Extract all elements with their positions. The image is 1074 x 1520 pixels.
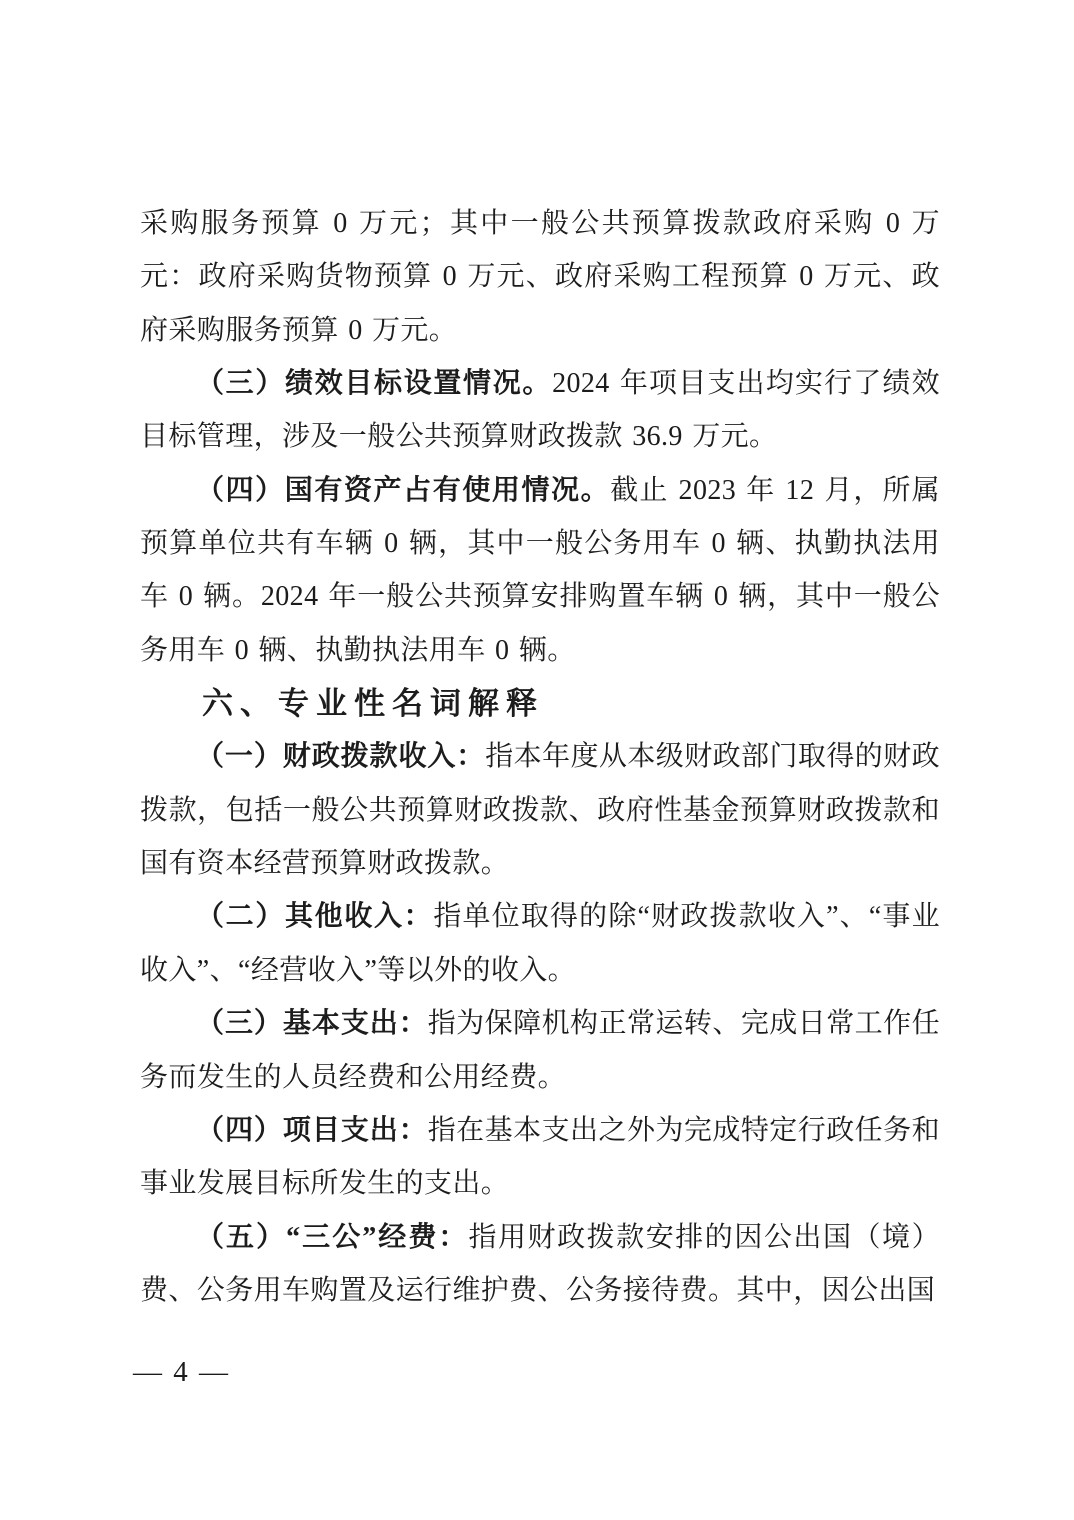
paragraph <box>140 890 940 997</box>
section-heading <box>140 677 940 730</box>
paragraph-lead: （四）项目支出： <box>196 1114 428 1146</box>
paragraph <box>140 197 940 357</box>
paragraph-text: 指单位取得的除“财政拨款收入”、“事业收入”、“经营收入”等以外的收入。 <box>140 901 940 986</box>
paragraph <box>140 464 940 677</box>
paragraph-text: 2024 年项目支出均实行了绩效目标管理，涉及一般公共预算财政拨款 36.9 万元。 <box>140 368 940 453</box>
paragraph <box>140 1211 940 1318</box>
paragraph-lead: （三）绩效目标设置情况。 <box>196 368 553 400</box>
document-body <box>140 197 940 1317</box>
paragraph-text: 截止 2023 年 12 月，所属预算单位共有车辆 0 辆，其中一般公务用车 0 辆、执勤执法用车 0 辆。2024 年一般公共预算安排购置车辆 0 辆，其中一般公务用车 0 辆、执勤执法用车 0 辆。 <box>140 474 940 666</box>
paragraph-lead: （三）基本支出： <box>196 1008 428 1040</box>
paragraph-text: 指用财政拨款安排的因公出国（境）费、公务用车购置及运行维护费、公务接待费。其中，因公出国 <box>140 1221 940 1306</box>
paragraph-text: 指为保障机构正常运转、完成日常工作任务而发生的人员经费和公用经费。 <box>140 1008 941 1093</box>
paragraph <box>140 1104 940 1211</box>
paragraph <box>140 357 940 464</box>
paragraph-lead: （一）财政拨款收入： <box>196 741 486 773</box>
section-heading-text: 六、专业性名词解释 <box>202 686 544 722</box>
paragraph-text: 指本年度从本级财政部门取得的财政拨款，包括一般公共预算财政拨款、政府性基金预算财政拨款和国有资本经营预算财政拨款。 <box>140 741 940 880</box>
paragraph-lead: （二）其他收入： <box>196 901 434 933</box>
paragraph <box>140 997 940 1104</box>
page-number: — 4 — <box>133 1356 230 1388</box>
paragraph <box>140 730 940 890</box>
paragraph-lead: （五）“三公”经费： <box>196 1221 469 1253</box>
paragraph-text: 采购服务预算 0 万元；其中一般公共预算拨款政府采购 0 万元：政府采购货物预算 0 万元、政府采购工程预算 0 万元、政府采购服务预算 0 万元。 <box>140 208 940 346</box>
paragraph-lead: （四）国有资产占有使用情况。 <box>196 474 611 506</box>
paragraph-text: 指在基本支出之外为完成特定行政任务和事业发展目标所发生的支出。 <box>140 1114 941 1200</box>
